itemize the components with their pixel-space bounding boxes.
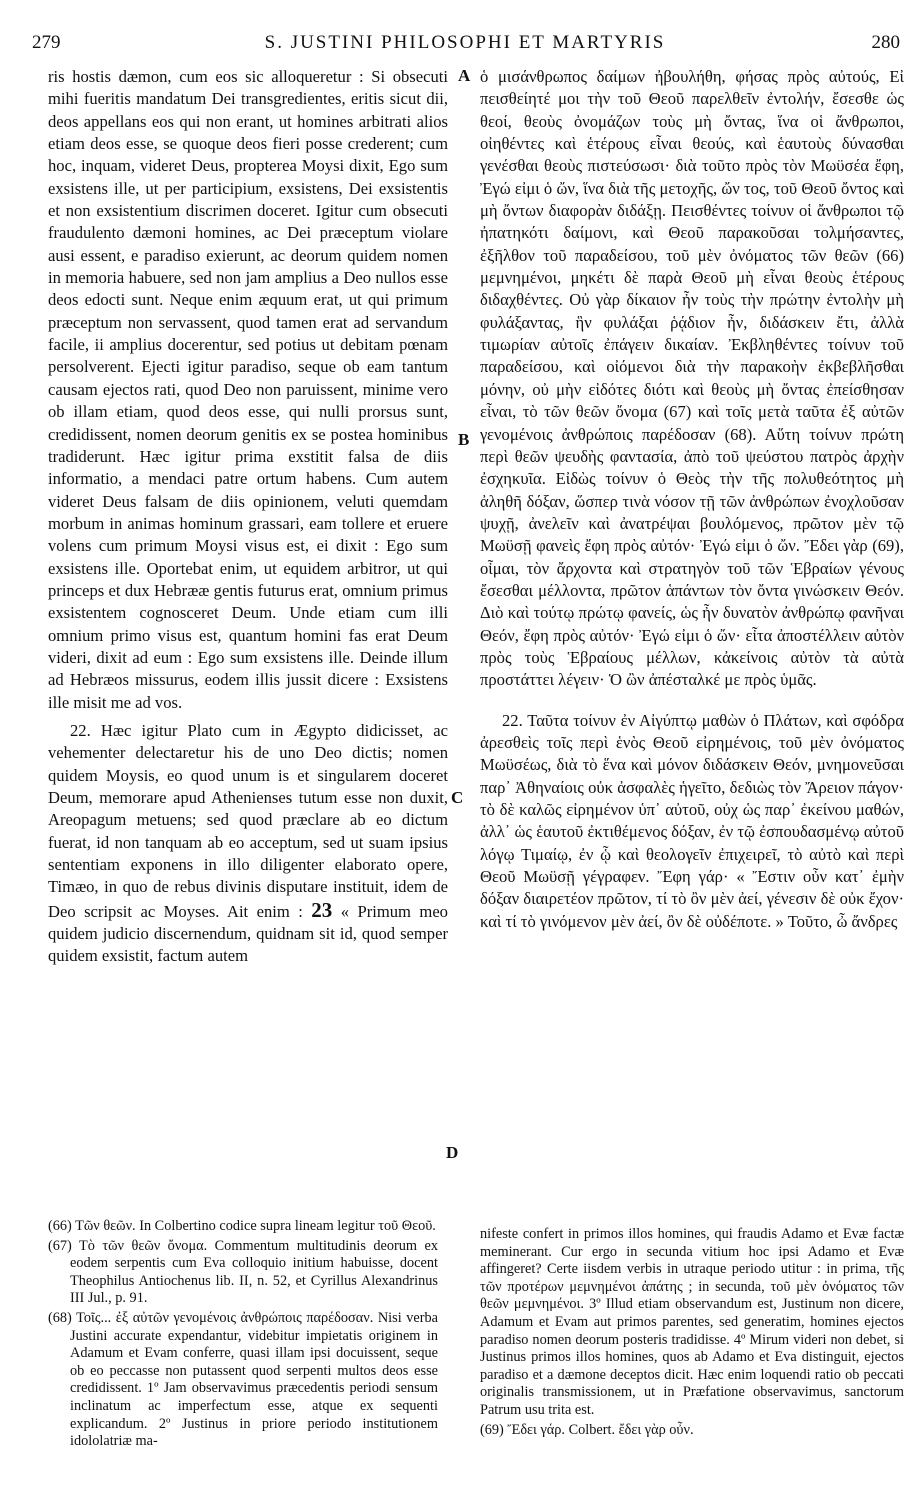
running-header [30,28,900,58]
footnote-68: (68) Τοῖς... ἐξ αὐτῶν γενομένοις ἀνθρώποις παρέδοσαν. Nisi verba Justini accurate expendantur, videbitur impietatis originem in Adamum et Evam conferre, quasi illam ipsi docuissent, seque ob eo peccasse non putassent quod serpenti multos deos esse credidissent. 1º Jam observavimus præcedentis periodi sensum inclinatum ac imperfectum esse, atque ex sequenti explicandum. 2º Justinus in priore periodo institutionem idololatriæ ma- [48,1309,438,1450]
greek-paragraph-2: 22. Ταῦτα τοίνυν ἐν Αἰγύπτῳ μαθὼν ὁ Πλάτων, καὶ σφόδρα ἀρεσθεὶς τοῖς περὶ ἑνὸς Θεοῦ εἰρημένοις, τοῦ μὲν ὀνόματος Μωϋσέως, διὰ τὸ ἕνα καὶ μόνον διδάσκειν Θεόν, μνημονεῦσαι παρ᾽ Ἀθηναίοις οὐκ ἀσφαλὲς ἡγεῖτο, δεδιὼς τὸν Ἄρειον πάγον· τὸ δὲ καλῶς εἰρημένον ὑπ᾽ αὐτοῦ, οὐχ ὡς παρ᾽ ἐκείνου μαθών, ἀλλ᾽ ὡς ἑαυτοῦ ἐκτιθέμενος δόξαν, ἐν τῷ ἐσπουδασμένῳ αὐτοῦ λόγῳ Τιμαίῳ, ἐν ᾧ καὶ θεολογεῖν ἐπιχειρεῖ, τὸ αὐτὸ καὶ περὶ Θεοῦ Μωϋσῇ γέγραφεν. Ἔφη γάρ· « Ἔστιν οὖν κατ᾽ ἐμὴν δόξαν διαιρετέον πρῶτον, τί τὸ ὂν μὲν ἀεί, γένεσιν δὲ οὐκ ἔχον· καὶ τί τὸ γινόμενον μὲν ἀεί, ὂν δὲ οὐδέποτε. » Τοῦτο, ὦ ἄνδρες [480,710,904,931]
latin-section-number: 22. [70,720,91,740]
running-title: S. JUSTINI PHILOSOPHI ET MARTYRIS [264,32,666,53]
latin-paragraph-1: ris hostis dæmon, cum eos sic alloqueretur : Si obsecuti mihi fueritis mandatum Dei transgredientes, eritis sicut dii, deos appellans eos qui non erant, ut homines arbitrati alios etiam deos esse, se quoque deos fieri posse crederent; cum hoc, inquam, videret Deus, propterea Moysi dixit, Ego sum exsistens ille, ut per participium, exsistens, Dei exsistentis et non exsistentium discrimen doceret. Igitur cum obsecuti fraudulento dæmoni homines, ac Dei præceptum violare ausi essent, e paradiso exierunt, ac deorum quidem nomen in memoria habuere, sed non jam amplius a Deo nullos esse deos edocti sunt. Neque enim æquum erat, ut qui primum præceptum non servassent, quod tamen erat ad servandum facile, ii amplius docerentur, sed potius ut debitam pœnam persolverent. Ejecti igitur paradiso, seque ob eam tantum causam ejectos rati, quod Deo non paruissent, minime vero ob illam etiam, quod deos esse, qui nulli prorsus sunt, credidissent, nomen deorum genitis ex se postea hominibus tradiderunt. Hæc igitur prima exstitit falsa de diis informatio, a mendaci patre ortum habens. Cum autem videret Deus falsam de diis opinionem, veluti quemdam morbum in animas hominum grassari, eam tollere et eruere volens cum primum Moysi visus est, ei dixit : Ego sum exsistens ille. Oportebat enim, ut equidem arbitror, ut qui princeps et dux Hebrææ gentis futurus erat, omnium primus exsistentem cognosceret Deum. Unde etiam cum illi omnium primo visus est, quantum homini fas erat Deum videri, dixit ad eum : Ego sum exsistens ille. Deinde illum ad Hebræos missurus, eodem illis jussit dicere : Exsistens ille misit me ad vos. [48,67,448,712]
column-number-23: 23 [311,897,333,922]
page-number-right: 280 [871,32,900,53]
greek-paragraph-1: ὁ μισάνθρωπος δαίμων ἠβουλήθη, φήσας πρὸς αὐτούς, Εἰ πεισθείητέ μοι τὴν τοῦ Θεοῦ παρελθεῖν ἐντολήν, ἔσεσθε ὡς θεοί, θεοὺς ὀνομάζων τοὺς μὴ ὄντας, ἵνα οἱ ἄνθρωποι, οἰηθέντες καὶ ἑτέρους εἶναι θεούς, καὶ ἑαυτοὺς δύνασθαι γενέσθαι θεοὺς πιστεύσωσι· διὰ τοῦτο πρὸς τὸν Μωϋσέα ἔφη, Ἐγώ εἰμι ὁ ὤν, ἵνα διὰ τῆς μετοχῆς, ὤν τος, τοῦ Θεοῦ ὄντος καὶ μὴ ὄντων διαφορὰν διδάξῃ. Πεισθέντες τοίνυν οἱ ἄνθρωποι τῷ ἠπατηκότι δαίμονι, καὶ Θεοῦ παρακοῦσαι τολμήσαντες, ἐξῆλθον τοῦ παραδείσου, τοῦ μὲν ὀνόματος τῶν θεῶν (66) μεμνημένοι, μηκέτι δὲ παρὰ Θεοῦ μὴ εἶναι θεοὺς ἑτέρους διδαχθέντες. Οὐ γὰρ δίκαιον ἦν τοὺς τὴν πρώτην ἐντολὴν μὴ φυλάξαντας, ἣν φυλάξαι ῥᾴδιον ἦν, διδάσκειν ἔτι, ἀλλὰ τιμωρίαν αὐτοῖς ἐπάγειν δικαίαν. Ἐκβληθέντες τοίνυν τοῦ παραδείσου, καὶ οἰόμενοι διὰ τὴν παρακοὴν ἐκβεβλῆσθαι μόνην, οὐ μὴν εἰδότες διότι καὶ θεοὺς μὴ ὄντας ἐπείσθησαν εἶναι, τὸ τῶν θεῶν ὄνομα (67) καὶ τοῖς μετὰ ταῦτα ἐξ αὐτῶν γενομένοις ἀνθρώποις παρέδοσαν (68). Αὕτη τοίνυν πρώτη περὶ θεῶν ψευδὴς φαντασία, ἀπὸ τοῦ ψεύστου πατρὸς ἀρχὴν ἐσχηκυῖα. Εἰδὼς τοίνυν ὁ Θεὸς τὴν τῆς πολυθεότητος μὴ ἀληθῆ δόξαν, ὥσπερ τινὰ νόσον τῇ τῶν ἀνθρώπων ἐνοχλοῦσαν ψυχῇ, ἀνελεῖν καὶ ἀνατρέψαι βουλόμενος, πρῶτον μὲν τῷ Μωϋσῇ φανεὶς ἔφη πρὸς αὐτόν· Ἐγώ εἰμι ὁ ὤν. Ἔδει γὰρ (69), οἶμαι, τὸν ἄρχοντα καὶ στρατηγὸν τοῦ τῶν Ἑβραίων γένους ἔσεσθαι μέλλοντα, πρῶτον ἁπάντων τὸν ὄντα γινώσκειν Θεόν. Διὸ καὶ τούτῳ πρώτῳ φανείς, ὡς ἦν δυνατὸν ἀνθρώπῳ φανῆναι Θεόν, ἔφη πρὸς αὐτόν· Ἐγώ εἰμι ὁ ὤν· εἶτα ἀποστέλλειν αὐτὸν πρὸς τοὺς Ἑβραίους μέλλων, κἀκείνοις αὐτὸν τὰ αὐτὰ προστάττει λέγειν· Ὁ ὢν ἀπέσταλκέ με πρὸς ὑμᾶς. [480,67,904,690]
footnote-68-continued: nifeste confert in primos illos homines, qui fraudis Adamo et Evæ factæ meminerant. Cur ergo in secunda vitium hoc ipsi Adamo et Evæ affingeret? Certe iisdem verbis in utraque periodo utitur : in prima, τῆς τῶν προτέρων μεμνημένοι ἀπάτης ; in secunda, τοῦ μὲν ὀνόματος τῶν θεῶν μεμνημένοι. 3º Illud etiam observandum est, Justinum non dicere, Adamum et Evam aut primos parentes, sed generatim, homines ejectos paradiso nomen deorum posteris tradidisse. 4º Mirum videri non debet, si Justinus primos illos homines, quos ab Adamo et Eva distinguit, ejectos paradiso et a dæmone deceptos dicit. Hæc enim loquendi ratio ob peccati originalis transmissionem, ut in Præfatione observavimus, sanctorum Patrum usu trita est. [480,1226,904,1418]
margin-letter-b: B [458,430,470,449]
latin-paragraph-2: 22. Hæc igitur Plato cum in Ægypto didicisset, ac vehementer delectaretur his de uno Deo dictis; nomen quidem Moysis, eo quod unum is et singularem doceret Deum, memorare apud Athenienses tutum esse non duxit, Areopagum metuens; sed quod præclare ab eo dictum fuerat, id non tanquam ab eo acceptum, sed ut suam ipsius sententiam exponens in illo diligenter elaborato opere, Timæo, in quo de rebus divinis disputare instituit, idem de Deo scripsit ac Moyses. Ait enim : 23 « Primum meo quidem judicio discernendum, quidnam sit id, quod semper quidem exsistit, factum autem [48,720,448,966]
margin-letter-c: C [451,788,464,807]
footnotes-right [480,1226,904,1441]
greek-column [480,66,904,933]
footnotes-left [48,1218,438,1453]
footnote-69: (69) Ἔδει γάρ. Colbert. ἔδει γὰρ οὖν. [480,1421,694,1438]
greek-section-number: 22. [502,710,523,730]
margin-letter-d: D [446,1143,459,1162]
latin-column [48,66,448,968]
footnote-66: (66) Τῶν θεῶν. In Colbertino codice supra lineam legitur τοῦ Θεοῦ. [48,1218,436,1234]
page-number-left: 279 [32,32,61,53]
margin-letter-a: A [458,66,471,85]
footnote-67: (67) Τὸ τῶν θεῶν ὄνομα. Commentum multitudinis deorum ex eodem serpentis cum Eva colloquio initium habuisse, docent Theophilus Antiochenus lib. II, n. 52, et Cyrillus Alexandrinus III Jul., p. 91. [48,1237,438,1307]
